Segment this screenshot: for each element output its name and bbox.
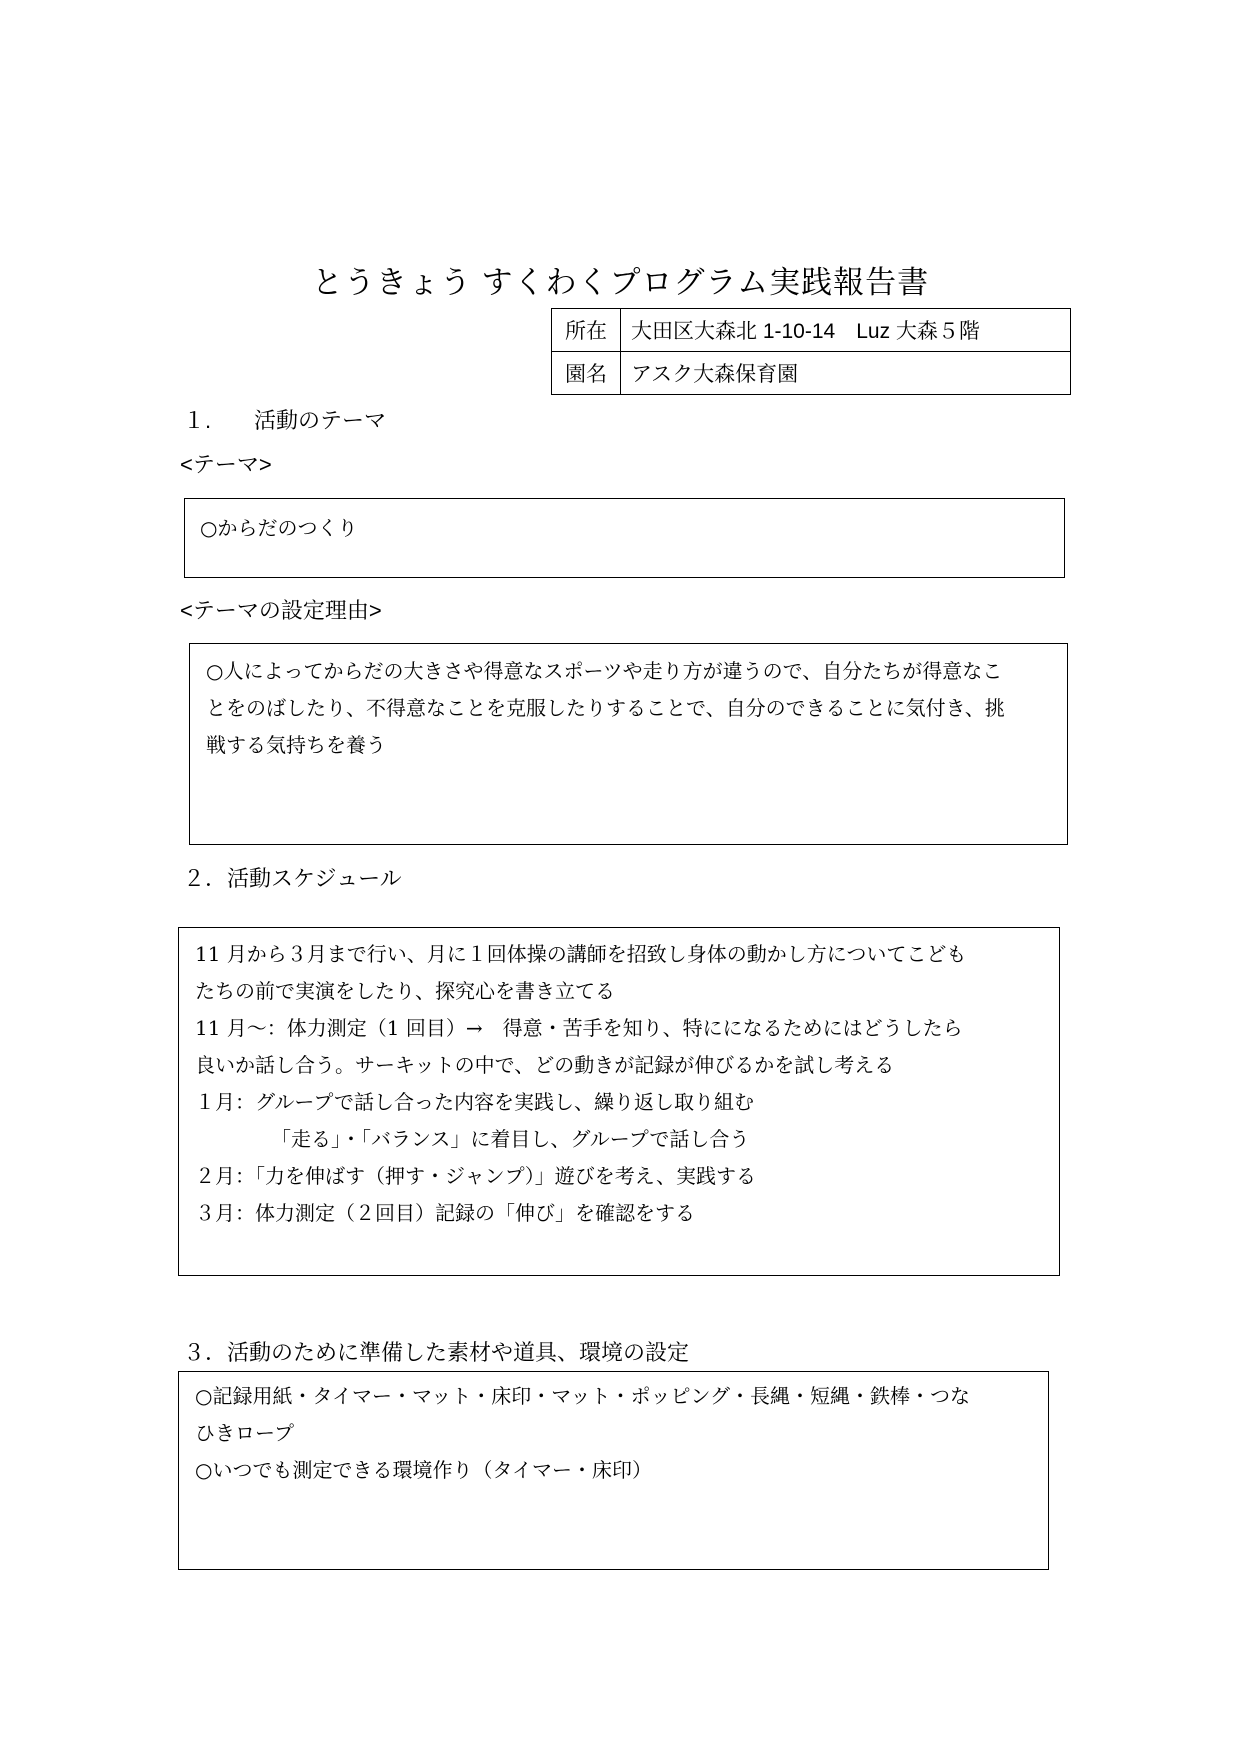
theme-reason-box [189,643,1068,845]
schedule-line: ２月：「力を伸ばす（押す・ジャンプ）」遊びを考え、実践する [195,1164,756,1188]
location-label: 所在 [552,309,621,352]
info-row-location [552,309,1071,352]
info-row-name [552,352,1071,395]
schedule-line: ３月：体力測定（２回目）記録の「伸び」を確認をする [195,1201,695,1225]
schedule-box [178,927,1060,1276]
reason-line: とをのばしたり、不得意なことを克服したりすることで、自分のできることに気付き、挑 [206,696,1005,720]
schedule-line: １月：グループで話し合った内容を実践し、繰り返し取り組む [195,1090,754,1114]
materials-line: ひきロープ [195,1421,294,1445]
info-table [551,308,1071,395]
schedule-line: たちの前で実演をしたり、探究心を書き立てる [195,979,615,1003]
materials-line: ○いつでも測定できる環境作り（タイマー・床印） [195,1458,653,1482]
theme-reason-label: <テーマの設定理由> [180,598,382,623]
theme-label: <テーマ> [180,452,272,477]
theme-text: ○からだのつくり [200,516,358,540]
materials-line: ○記録用紙・タイマー・マット・床印・マット・ポッピング・長縄・短縄・鉄棒・つな [195,1384,971,1408]
section3-heading: ３．活動のために準備した素材や道具、環境の設定 [183,1340,690,1365]
section1-heading-text: 活動のテーマ [254,408,387,433]
section1-heading-number: １. [183,408,212,433]
schedule-line: 良いか話し合う。サーキットの中で、どの動きが記録が伸びるかを試し考える [195,1053,895,1077]
schedule-line: 「走る」・「バランス」に着目し、グループで話し合う [271,1127,750,1151]
reason-line: ○人によってからだの大きさや得意なスポーツや走り方が違うので、自分たちが得意なこ [206,659,1003,683]
schedule-line: 11 月～：体力測定（1 回目）→ 得意・苦手を知り、特にになるためにはどうしたら [195,1016,963,1040]
name-value: アスク大森保育園 [621,352,1071,395]
schedule-line: 11 月から３月まで行い、月に１回体操の講師を招致し身体の動かし方についてこども [195,942,967,966]
materials-box [178,1371,1049,1570]
location-value: 大田区大森北 1-10-14 Luz 大森５階 [621,309,1071,352]
page-title: とうきょう すくわくプログラム実践報告書 [311,265,930,300]
name-label: 園名 [552,352,621,395]
section2-heading: ２．活動スケジュール [183,866,402,891]
reason-line: 戦する気持ちを養う [206,733,386,757]
theme-box [184,498,1065,578]
